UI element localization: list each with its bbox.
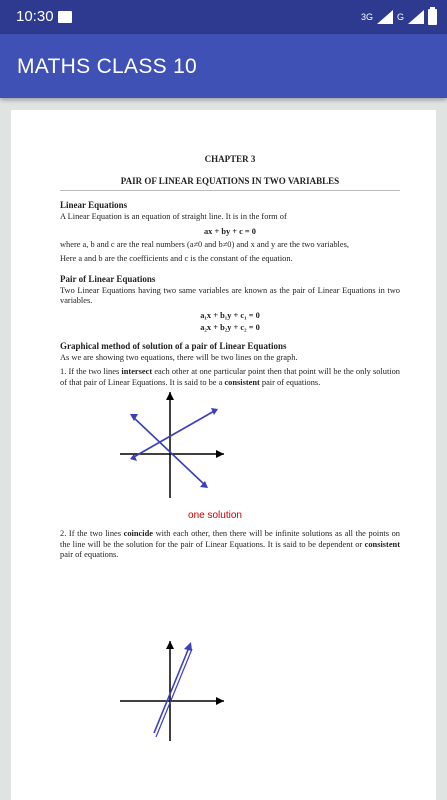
figure-caption: one solution — [188, 510, 242, 521]
paragraph: where a, b and c are the real numbers (a≠0 and b≠0) and x and y are the two variables, — [60, 239, 349, 249]
status-icons — [361, 6, 437, 28]
paragraph: Two Linear Equations having two same variables are known as the pair of Linear Equations in two variables. — [60, 285, 400, 305]
document-content — [60, 110, 400, 741]
paragraph: A Linear Equation is an equation of straight line. It is in the form of — [60, 212, 287, 221]
paragraph-intersect: 1. If the two lines intersect each other at one particular point then that point will be the only solution of that pair of Linear Equations. It is said to be a consistent pair of equations. — [60, 367, 400, 387]
document-page[interactable] — [11, 110, 436, 800]
chapter-title: PAIR OF LINEAR EQUATIONS IN TWO VARIABLES — [60, 176, 400, 191]
app-title: MATHS CLASS 10 — [17, 55, 198, 78]
equation-2: a₂x + b₂y + c₂ = 0 — [200, 322, 260, 332]
network-type-label-2: G — [396, 12, 404, 22]
graph-coincident-lines — [60, 641, 400, 741]
equation: ax + by + c = 0 — [203, 226, 256, 236]
section-heading-pair: Pair of Linear Equations — [60, 273, 156, 284]
image-notification-icon — [58, 11, 72, 23]
network-type-label: 3G — [360, 12, 373, 22]
coincident-lines-graph — [120, 641, 250, 741]
status-bar — [0, 0, 447, 34]
intersecting-lines-graph — [120, 392, 250, 498]
graph-one-solution — [60, 392, 400, 510]
equation-1: a₁x + b₁y + c₁ = 0 — [200, 310, 260, 320]
app-bar — [0, 34, 447, 98]
signal-icon-2 — [408, 10, 424, 24]
signal-icon — [377, 10, 393, 24]
paragraph: Here a and b are the coefficients and c is the constant of the equation. — [60, 254, 293, 263]
section-heading-graphical: Graphical method of solution of a pair of Linear Equations — [60, 340, 287, 351]
paragraph-coincide: 2. If the two lines coincide with each other, then there will be infinite solutions as all the points on the line will be the solution for the pair of Linear Equations. It is said to be dependent or consistent pair of equations. — [60, 529, 400, 559]
status-time: 10:30 — [16, 8, 54, 25]
section-heading-linear-equations: Linear Equations — [60, 200, 128, 210]
paragraph: As we are showing two equations, there will be two lines on the graph. — [60, 352, 298, 362]
chapter-number: CHAPTER 3 — [204, 154, 256, 164]
battery-icon — [428, 9, 437, 25]
